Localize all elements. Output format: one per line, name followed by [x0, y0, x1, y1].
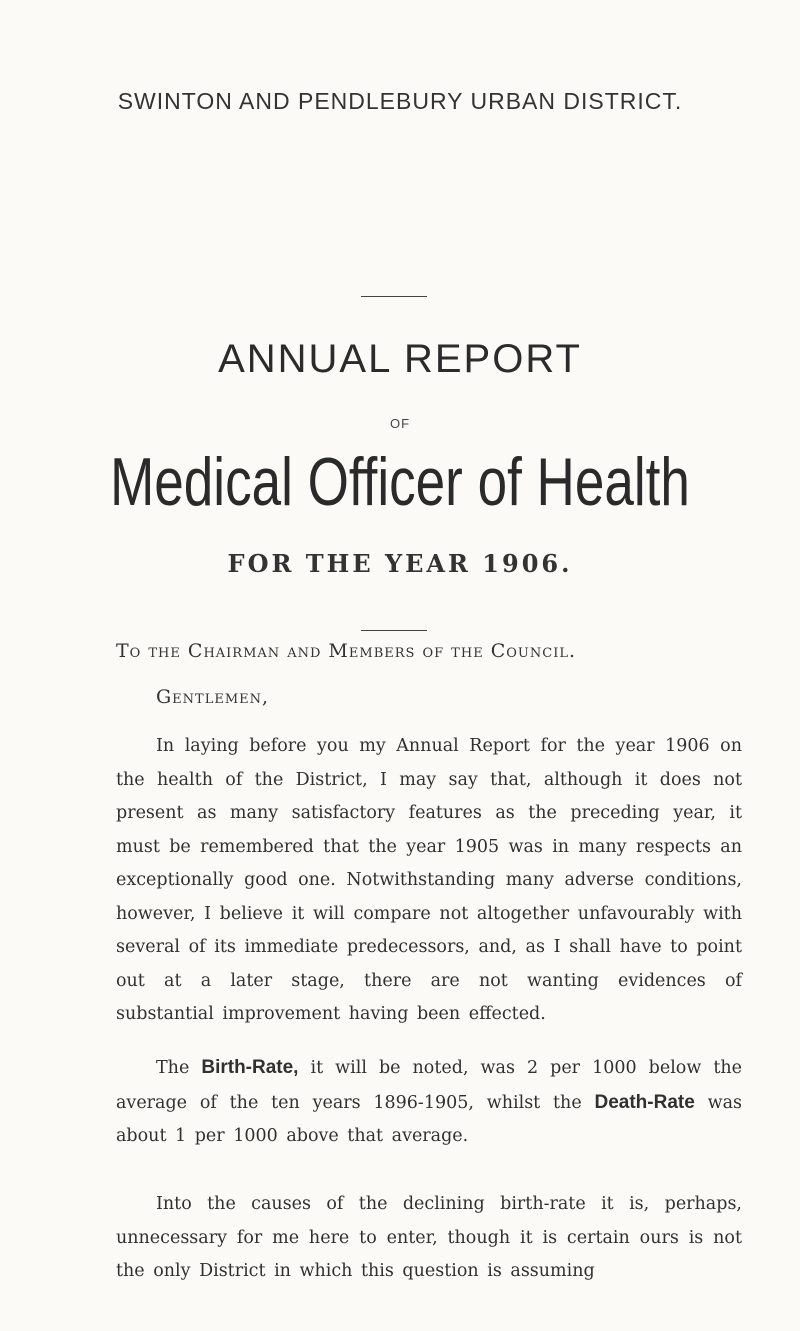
paragraph-1: In laying before you my Annual Report for the year 1906 on the health of the District, I may say that, although it does not present as many satisfactory features as the preceding year, it must be remembered that the year 1905 was in many respects an exceptionally good one. Notwithstanding many adverse conditions, however, I believe it will compare not altogether unfavourably with several of its immediate predecessors, and, as I shall have to point out at a later stage, there are not wanting evidences of substantial improvement having been effected. — [116, 736, 742, 1024]
salutation: Gentlemen, — [156, 686, 270, 708]
birth-rate-term: Birth-Rate, — [201, 1057, 299, 1078]
paragraph-2 — [116, 1051, 742, 1154]
paragraph-2-text: it will be noted, was 2 per 1000 below the average of the ten years 1896-1905, whilst the — [116, 1058, 742, 1113]
paragraph-2-text: was about 1 per 1000 above that average. — [116, 1092, 742, 1146]
district-heading: SWINTON AND PENDLEBURY URBAN DISTRICT. — [117, 88, 683, 114]
paragraph-3: Into the causes of the declining birth-rate it is, perhaps, unnecessary for me here to enter, though it is certain ours is not the only District in which this question is assuming — [116, 1194, 742, 1281]
paragraph-2-text: The — [156, 1058, 202, 1078]
year-heading: FOR THE YEAR 1906. — [227, 549, 573, 578]
of-label: OF — [389, 416, 411, 431]
annual-report-heading: ANNUAL REPORT — [218, 337, 582, 381]
death-rate-term: Death-Rate — [594, 1091, 695, 1113]
letter-address: To the Chairman and Members of the Council. — [116, 640, 576, 662]
divider-rule — [361, 630, 427, 631]
divider-rule — [361, 296, 427, 297]
report-title: Medical Officer of Health — [110, 444, 690, 520]
